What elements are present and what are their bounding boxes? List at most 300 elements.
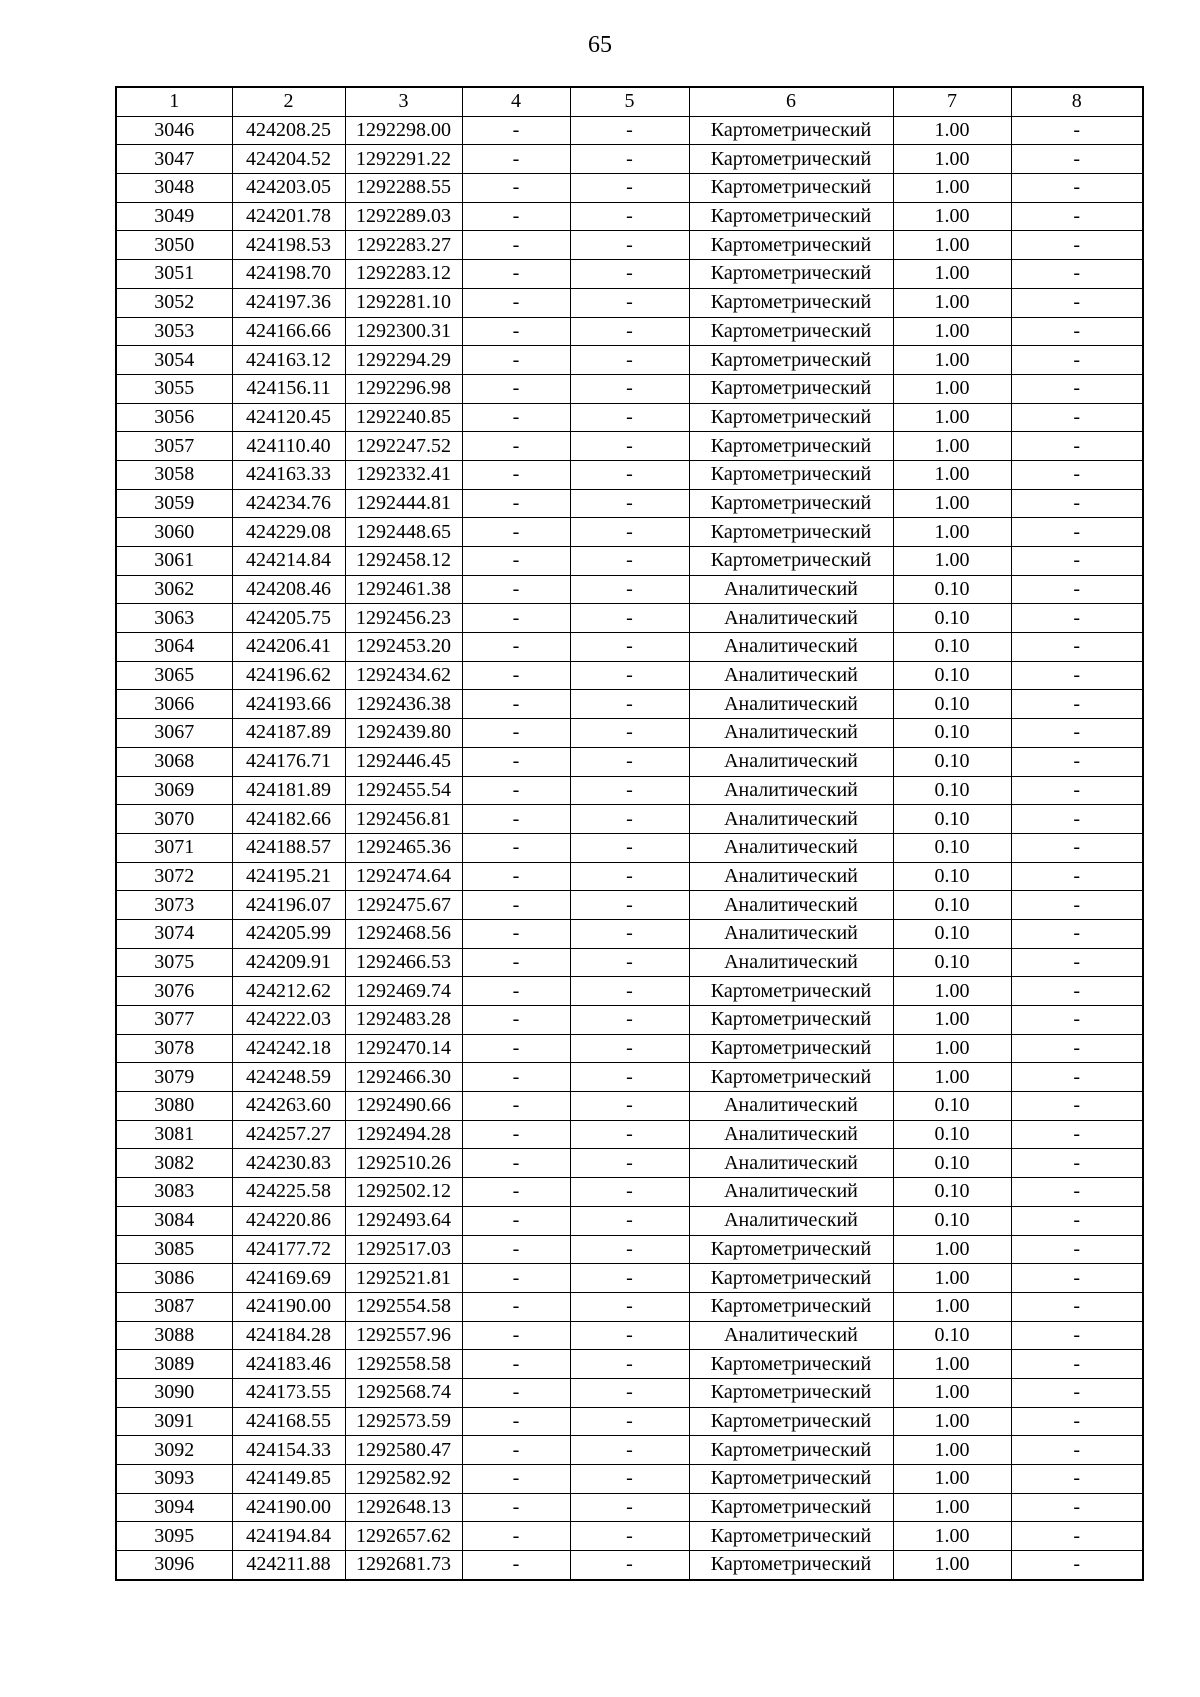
accuracy-cell: 1.00 (893, 1436, 1011, 1465)
table-row (116, 317, 1143, 346)
column-4-cell: - (462, 1149, 570, 1178)
accuracy-cell: 1.00 (893, 346, 1011, 375)
x-coordinate-cell: 424257.27 (232, 1120, 345, 1149)
column-8-cell: - (1011, 1321, 1143, 1350)
point-number-cell: 3079 (116, 1063, 232, 1092)
point-number-cell: 3093 (116, 1465, 232, 1494)
point-number-cell: 3077 (116, 1006, 232, 1035)
accuracy-cell: 1.00 (893, 1034, 1011, 1063)
table-row (116, 1436, 1143, 1465)
column-8-cell: - (1011, 1092, 1143, 1121)
point-number-cell: 3090 (116, 1378, 232, 1407)
x-coordinate-cell: 424204.52 (232, 145, 345, 174)
table-row (116, 231, 1143, 260)
table-row (116, 518, 1143, 547)
column-8-cell: - (1011, 317, 1143, 346)
column-8-cell: - (1011, 145, 1143, 174)
x-coordinate-cell: 424225.58 (232, 1178, 345, 1207)
column-5-cell: - (570, 432, 689, 461)
y-coordinate-cell: 1292453.20 (345, 633, 462, 662)
x-coordinate-cell: 424206.41 (232, 633, 345, 662)
column-8-cell: - (1011, 174, 1143, 203)
point-number-cell: 3082 (116, 1149, 232, 1178)
table-row (116, 288, 1143, 317)
method-cell: Аналитический (689, 1092, 893, 1121)
x-coordinate-cell: 424211.88 (232, 1551, 345, 1580)
column-5-cell: - (570, 231, 689, 260)
point-number-cell: 3084 (116, 1206, 232, 1235)
column-8-cell: - (1011, 489, 1143, 518)
point-number-cell: 3069 (116, 776, 232, 805)
column-4-cell: - (462, 288, 570, 317)
table-row (116, 891, 1143, 920)
column-5-cell: - (570, 719, 689, 748)
column-4-cell: - (462, 432, 570, 461)
column-5-cell: - (570, 575, 689, 604)
x-coordinate-cell: 424166.66 (232, 317, 345, 346)
column-4-cell: - (462, 1063, 570, 1092)
column-4-cell: - (462, 977, 570, 1006)
column-5-cell: - (570, 1378, 689, 1407)
y-coordinate-cell: 1292456.23 (345, 604, 462, 633)
column-4-cell: - (462, 1465, 570, 1494)
table-row (116, 1206, 1143, 1235)
point-number-cell: 3078 (116, 1034, 232, 1063)
accuracy-cell: 1.00 (893, 1551, 1011, 1580)
y-coordinate-cell: 1292466.53 (345, 948, 462, 977)
column-8-cell: - (1011, 547, 1143, 576)
column-5-cell: - (570, 1006, 689, 1035)
column-8-cell: - (1011, 374, 1143, 403)
point-number-cell: 3050 (116, 231, 232, 260)
y-coordinate-cell: 1292283.27 (345, 231, 462, 260)
table-row (116, 776, 1143, 805)
column-5-cell: - (570, 1350, 689, 1379)
accuracy-cell: 1.00 (893, 1465, 1011, 1494)
x-coordinate-cell: 424208.46 (232, 575, 345, 604)
y-coordinate-cell: 1292483.28 (345, 1006, 462, 1035)
y-coordinate-cell: 1292448.65 (345, 518, 462, 547)
accuracy-cell: 1.00 (893, 116, 1011, 145)
column-4-cell: - (462, 1321, 570, 1350)
table-row (116, 202, 1143, 231)
x-coordinate-cell: 424230.83 (232, 1149, 345, 1178)
method-cell: Аналитический (689, 948, 893, 977)
y-coordinate-cell: 1292573.59 (345, 1407, 462, 1436)
x-coordinate-cell: 424229.08 (232, 518, 345, 547)
table-row (116, 805, 1143, 834)
x-coordinate-cell: 424222.03 (232, 1006, 345, 1035)
table-row (116, 633, 1143, 662)
method-cell: Аналитический (689, 1206, 893, 1235)
column-4-cell: - (462, 547, 570, 576)
table-row (116, 1321, 1143, 1350)
y-coordinate-cell: 1292458.12 (345, 547, 462, 576)
accuracy-cell: 1.00 (893, 317, 1011, 346)
column-4-cell: - (462, 1034, 570, 1063)
point-number-cell: 3062 (116, 575, 232, 604)
table-row (116, 1493, 1143, 1522)
x-coordinate-cell: 424187.89 (232, 719, 345, 748)
method-cell: Картометрический (689, 1465, 893, 1494)
y-coordinate-cell: 1292283.12 (345, 260, 462, 289)
column-5-cell: - (570, 1120, 689, 1149)
x-coordinate-cell: 424193.66 (232, 690, 345, 719)
table-row (116, 432, 1143, 461)
x-coordinate-cell: 424201.78 (232, 202, 345, 231)
table-row (116, 1292, 1143, 1321)
method-cell: Картометрический (689, 202, 893, 231)
method-cell: Аналитический (689, 776, 893, 805)
table-body (116, 116, 1143, 1580)
point-number-cell: 3059 (116, 489, 232, 518)
method-cell: Картометрический (689, 489, 893, 518)
method-cell: Аналитический (689, 862, 893, 891)
column-5-cell: - (570, 145, 689, 174)
column-5-cell: - (570, 776, 689, 805)
column-4-cell: - (462, 1120, 570, 1149)
y-coordinate-cell: 1292468.56 (345, 919, 462, 948)
column-8-cell: - (1011, 202, 1143, 231)
column-8-cell: - (1011, 432, 1143, 461)
column-4-cell: - (462, 1436, 570, 1465)
column-8-cell: - (1011, 1034, 1143, 1063)
x-coordinate-cell: 424220.86 (232, 1206, 345, 1235)
table-row (116, 919, 1143, 948)
x-coordinate-cell: 424214.84 (232, 547, 345, 576)
method-cell: Картометрический (689, 374, 893, 403)
column-5-cell: - (570, 1063, 689, 1092)
x-coordinate-cell: 424188.57 (232, 833, 345, 862)
column-8-cell: - (1011, 460, 1143, 489)
x-coordinate-cell: 424196.07 (232, 891, 345, 920)
column-4-cell: - (462, 1522, 570, 1551)
column-8-cell: - (1011, 1292, 1143, 1321)
method-cell: Картометрический (689, 1034, 893, 1063)
column-8-cell: - (1011, 1522, 1143, 1551)
y-coordinate-cell: 1292681.73 (345, 1551, 462, 1580)
column-5-cell: - (570, 288, 689, 317)
table-row (116, 1407, 1143, 1436)
accuracy-cell: 0.10 (893, 805, 1011, 834)
column-4-cell: - (462, 145, 570, 174)
column-header: 6 (689, 87, 893, 116)
method-cell: Картометрический (689, 145, 893, 174)
column-4-cell: - (462, 1407, 570, 1436)
table-row (116, 489, 1143, 518)
x-coordinate-cell: 424183.46 (232, 1350, 345, 1379)
accuracy-cell: 1.00 (893, 374, 1011, 403)
y-coordinate-cell: 1292455.54 (345, 776, 462, 805)
point-number-cell: 3054 (116, 346, 232, 375)
point-number-cell: 3096 (116, 1551, 232, 1580)
column-header: 3 (345, 87, 462, 116)
column-5-cell: - (570, 1235, 689, 1264)
column-5-cell: - (570, 1092, 689, 1121)
x-coordinate-cell: 424177.72 (232, 1235, 345, 1264)
table-row (116, 1120, 1143, 1149)
column-5-cell: - (570, 1178, 689, 1207)
column-4-cell: - (462, 919, 570, 948)
column-4-cell: - (462, 116, 570, 145)
accuracy-cell: 0.10 (893, 1178, 1011, 1207)
coordinates-table (115, 86, 1144, 1581)
method-cell: Аналитический (689, 690, 893, 719)
method-cell: Аналитический (689, 919, 893, 948)
y-coordinate-cell: 1292502.12 (345, 1178, 462, 1207)
accuracy-cell: 1.00 (893, 1063, 1011, 1092)
column-8-cell: - (1011, 1436, 1143, 1465)
y-coordinate-cell: 1292557.96 (345, 1321, 462, 1350)
column-4-cell: - (462, 1178, 570, 1207)
accuracy-cell: 1.00 (893, 1378, 1011, 1407)
column-5-cell: - (570, 1206, 689, 1235)
method-cell: Картометрический (689, 116, 893, 145)
column-4-cell: - (462, 719, 570, 748)
column-8-cell: - (1011, 604, 1143, 633)
column-5-cell: - (570, 690, 689, 719)
column-5-cell: - (570, 1522, 689, 1551)
column-5-cell: - (570, 1407, 689, 1436)
accuracy-cell: 1.00 (893, 1493, 1011, 1522)
x-coordinate-cell: 424197.36 (232, 288, 345, 317)
y-coordinate-cell: 1292558.58 (345, 1350, 462, 1379)
table-row (116, 1092, 1143, 1121)
column-5-cell: - (570, 260, 689, 289)
method-cell: Картометрический (689, 1378, 893, 1407)
column-4-cell: - (462, 833, 570, 862)
method-cell: Картометрический (689, 1006, 893, 1035)
column-8-cell: - (1011, 116, 1143, 145)
column-8-cell: - (1011, 1063, 1143, 1092)
column-4-cell: - (462, 661, 570, 690)
accuracy-cell: 1.00 (893, 174, 1011, 203)
method-cell: Картометрический (689, 1551, 893, 1580)
accuracy-cell: 1.00 (893, 977, 1011, 1006)
column-4-cell: - (462, 1551, 570, 1580)
column-5-cell: - (570, 1149, 689, 1178)
table-row (116, 145, 1143, 174)
y-coordinate-cell: 1292298.00 (345, 116, 462, 145)
y-coordinate-cell: 1292554.58 (345, 1292, 462, 1321)
column-header: 8 (1011, 87, 1143, 116)
column-5-cell: - (570, 518, 689, 547)
column-5-cell: - (570, 1264, 689, 1293)
table-row (116, 719, 1143, 748)
x-coordinate-cell: 424120.45 (232, 403, 345, 432)
column-4-cell: - (462, 403, 570, 432)
column-5-cell: - (570, 1292, 689, 1321)
point-number-cell: 3073 (116, 891, 232, 920)
y-coordinate-cell: 1292517.03 (345, 1235, 462, 1264)
column-4-cell: - (462, 1092, 570, 1121)
method-cell: Картометрический (689, 174, 893, 203)
point-number-cell: 3085 (116, 1235, 232, 1264)
accuracy-cell: 0.10 (893, 1149, 1011, 1178)
table-row (116, 346, 1143, 375)
point-number-cell: 3053 (116, 317, 232, 346)
accuracy-cell: 0.10 (893, 948, 1011, 977)
point-number-cell: 3066 (116, 690, 232, 719)
table-row (116, 1551, 1143, 1580)
table-row (116, 948, 1143, 977)
table-row (116, 403, 1143, 432)
table-row (116, 604, 1143, 633)
column-8-cell: - (1011, 403, 1143, 432)
method-cell: Аналитический (689, 661, 893, 690)
accuracy-cell: 0.10 (893, 633, 1011, 662)
x-coordinate-cell: 424209.91 (232, 948, 345, 977)
y-coordinate-cell: 1292521.81 (345, 1264, 462, 1293)
y-coordinate-cell: 1292446.45 (345, 747, 462, 776)
accuracy-cell: 0.10 (893, 776, 1011, 805)
column-8-cell: - (1011, 719, 1143, 748)
y-coordinate-cell: 1292240.85 (345, 403, 462, 432)
column-8-cell: - (1011, 1407, 1143, 1436)
column-8-cell: - (1011, 661, 1143, 690)
column-4-cell: - (462, 489, 570, 518)
method-cell: Картометрический (689, 1264, 893, 1293)
column-5-cell: - (570, 174, 689, 203)
x-coordinate-cell: 424176.71 (232, 747, 345, 776)
method-cell: Аналитический (689, 805, 893, 834)
column-4-cell: - (462, 231, 570, 260)
accuracy-cell: 0.10 (893, 575, 1011, 604)
x-coordinate-cell: 424149.85 (232, 1465, 345, 1494)
column-8-cell: - (1011, 260, 1143, 289)
y-coordinate-cell: 1292474.64 (345, 862, 462, 891)
column-8-cell: - (1011, 833, 1143, 862)
y-coordinate-cell: 1292568.74 (345, 1378, 462, 1407)
column-8-cell: - (1011, 891, 1143, 920)
column-8-cell: - (1011, 747, 1143, 776)
x-coordinate-cell: 424263.60 (232, 1092, 345, 1121)
point-number-cell: 3089 (116, 1350, 232, 1379)
column-header: 5 (570, 87, 689, 116)
page-number: 65 (588, 32, 612, 58)
column-8-cell: - (1011, 1350, 1143, 1379)
table-row (116, 690, 1143, 719)
method-cell: Картометрический (689, 403, 893, 432)
accuracy-cell: 1.00 (893, 1407, 1011, 1436)
column-4-cell: - (462, 374, 570, 403)
accuracy-cell: 1.00 (893, 231, 1011, 260)
column-4-cell: - (462, 891, 570, 920)
column-5-cell: - (570, 919, 689, 948)
accuracy-cell: 0.10 (893, 1206, 1011, 1235)
method-cell: Картометрический (689, 977, 893, 1006)
point-number-cell: 3068 (116, 747, 232, 776)
point-number-cell: 3091 (116, 1407, 232, 1436)
x-coordinate-cell: 424205.75 (232, 604, 345, 633)
x-coordinate-cell: 424195.21 (232, 862, 345, 891)
column-4-cell: - (462, 317, 570, 346)
x-coordinate-cell: 424208.25 (232, 116, 345, 145)
table-row (116, 1378, 1143, 1407)
point-number-cell: 3076 (116, 977, 232, 1006)
y-coordinate-cell: 1292494.28 (345, 1120, 462, 1149)
column-4-cell: - (462, 1235, 570, 1264)
method-cell: Картометрический (689, 1436, 893, 1465)
column-5-cell: - (570, 346, 689, 375)
column-4-cell: - (462, 633, 570, 662)
column-8-cell: - (1011, 690, 1143, 719)
accuracy-cell: 0.10 (893, 747, 1011, 776)
x-coordinate-cell: 424196.62 (232, 661, 345, 690)
y-coordinate-cell: 1292434.62 (345, 661, 462, 690)
accuracy-cell: 1.00 (893, 145, 1011, 174)
x-coordinate-cell: 424194.84 (232, 1522, 345, 1551)
column-header: 7 (893, 87, 1011, 116)
column-4-cell: - (462, 1493, 570, 1522)
accuracy-cell: 0.10 (893, 604, 1011, 633)
accuracy-cell: 0.10 (893, 690, 1011, 719)
accuracy-cell: 1.00 (893, 1264, 1011, 1293)
y-coordinate-cell: 1292648.13 (345, 1493, 462, 1522)
accuracy-cell: 0.10 (893, 1321, 1011, 1350)
table-row (116, 1465, 1143, 1494)
column-5-cell: - (570, 116, 689, 145)
method-cell: Аналитический (689, 833, 893, 862)
column-4-cell: - (462, 805, 570, 834)
table-row (116, 260, 1143, 289)
y-coordinate-cell: 1292289.03 (345, 202, 462, 231)
accuracy-cell: 0.10 (893, 862, 1011, 891)
y-coordinate-cell: 1292466.30 (345, 1063, 462, 1092)
point-number-cell: 3065 (116, 661, 232, 690)
point-number-cell: 3081 (116, 1120, 232, 1149)
y-coordinate-cell: 1292461.38 (345, 575, 462, 604)
column-5-cell: - (570, 317, 689, 346)
x-coordinate-cell: 424181.89 (232, 776, 345, 805)
x-coordinate-cell: 424110.40 (232, 432, 345, 461)
accuracy-cell: 1.00 (893, 518, 1011, 547)
y-coordinate-cell: 1292580.47 (345, 1436, 462, 1465)
x-coordinate-cell: 424190.00 (232, 1292, 345, 1321)
column-4-cell: - (462, 604, 570, 633)
y-coordinate-cell: 1292291.22 (345, 145, 462, 174)
point-number-cell: 3092 (116, 1436, 232, 1465)
column-4-cell: - (462, 948, 570, 977)
column-4-cell: - (462, 1292, 570, 1321)
column-8-cell: - (1011, 862, 1143, 891)
y-coordinate-cell: 1292300.31 (345, 317, 462, 346)
accuracy-cell: 0.10 (893, 891, 1011, 920)
method-cell: Картометрический (689, 346, 893, 375)
accuracy-cell: 1.00 (893, 460, 1011, 489)
table-row (116, 833, 1143, 862)
method-cell: Картометрический (689, 1493, 893, 1522)
point-number-cell: 3074 (116, 919, 232, 948)
column-8-cell: - (1011, 1465, 1143, 1494)
point-number-cell: 3063 (116, 604, 232, 633)
method-cell: Аналитический (689, 604, 893, 633)
y-coordinate-cell: 1292490.66 (345, 1092, 462, 1121)
column-5-cell: - (570, 948, 689, 977)
point-number-cell: 3060 (116, 518, 232, 547)
table-row (116, 661, 1143, 690)
point-number-cell: 3057 (116, 432, 232, 461)
method-cell: Аналитический (689, 747, 893, 776)
column-8-cell: - (1011, 1120, 1143, 1149)
y-coordinate-cell: 1292444.81 (345, 489, 462, 518)
method-cell: Аналитический (689, 891, 893, 920)
y-coordinate-cell: 1292296.98 (345, 374, 462, 403)
y-coordinate-cell: 1292465.36 (345, 833, 462, 862)
column-5-cell: - (570, 747, 689, 776)
method-cell: Аналитический (689, 719, 893, 748)
point-number-cell: 3056 (116, 403, 232, 432)
